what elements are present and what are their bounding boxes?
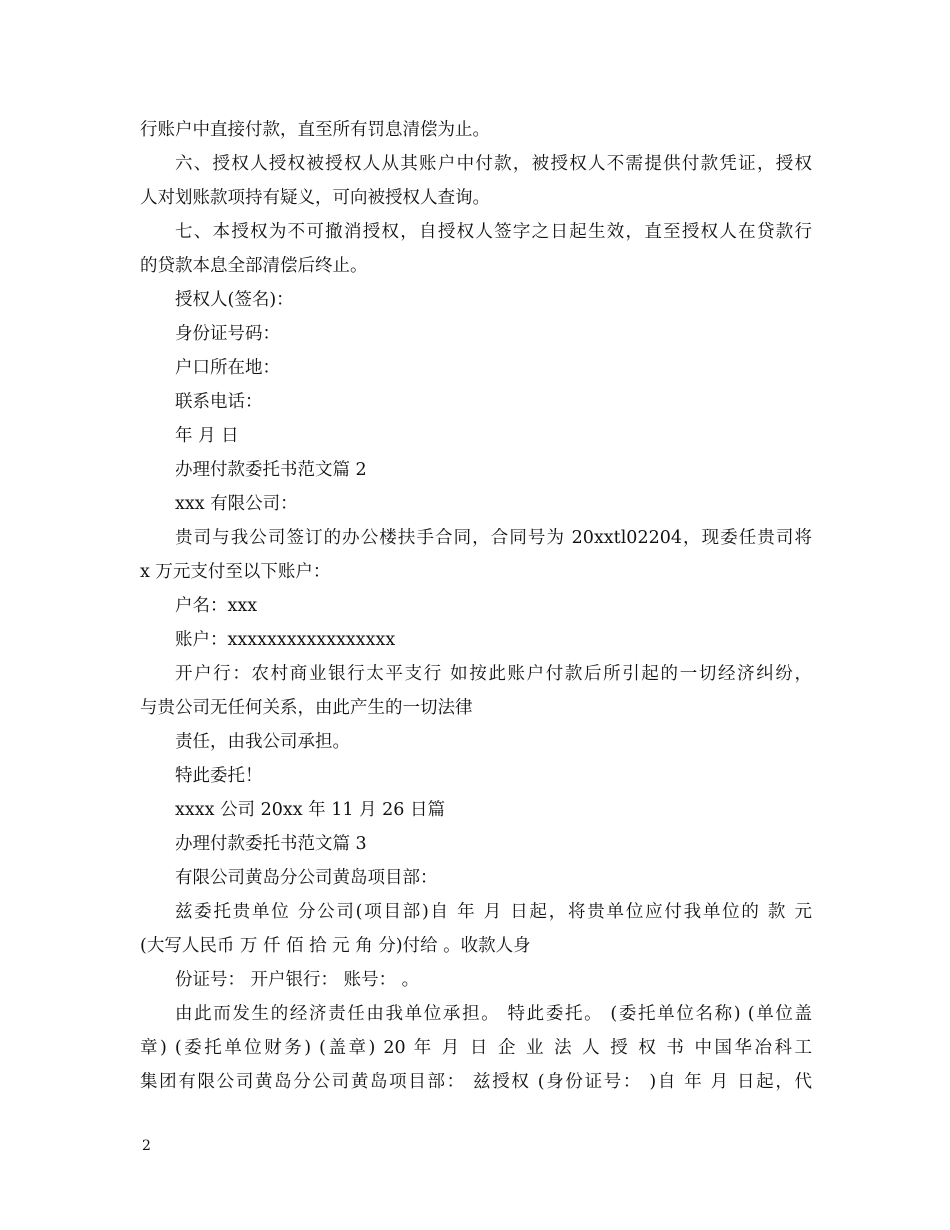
text-line: 章) (委托单位财务) (盖章) 20 年 月 日 企 业 法 人 授 权 书 中国华冶科工 [140, 1038, 812, 1058]
text-line: 贵司与我公司签订的办公楼扶手合同，合同号为 20xxtl02204，现委任贵司将 [175, 528, 812, 548]
company-date-line: xxxx 公司 20xx 年 11 月 26 日篇 [175, 800, 445, 820]
bank-line: 开户行：农村商业银行太平支行 如按此账户付款后所引起的一切经济纠纷， [175, 664, 812, 684]
signature-label: 授权人(签名)： [175, 290, 294, 310]
text-line: 由此而发生的经济责任由我单位承担。 特此委托。 (委托单位名称) (单位盖 [175, 1004, 812, 1024]
section-heading: 办理付款委托书范文篇 2 [175, 460, 367, 480]
text-line: (大写人民币 万 仟 佰 拾 元 角 分)付给 。收款人身 [140, 936, 531, 956]
text-line: 人对划账款项持有疑义，可向被授权人查询。 [140, 188, 490, 208]
text-line: 兹委托贵单位 分公司(项目部)自 年 月 日起，将贵单位应付我单位的 款 元 [175, 902, 812, 922]
account-number-line: 账户：xxxxxxxxxxxxxxxxx [175, 630, 396, 650]
account-name-line: 户名：xxx [175, 596, 258, 616]
closing-line: 特此委托！ [175, 766, 263, 786]
text-line: 集团有限公司黄岛分公司黄岛项目部： 兹授权 (身份证号： )自 年 月 日起，代 [140, 1072, 812, 1092]
text-line: 份证号： 开户银行： 账号： 。 [175, 970, 420, 990]
text-line: 行账户中直接付款，直至所有罚息清偿为止。 [140, 120, 490, 140]
text-line: 责任，由我公司承担。 [175, 732, 350, 752]
text-line: 六、授权人授权被授权人从其账户中付款，被授权人不需提供付款凭证，授权 [175, 154, 812, 174]
id-number-label: 身份证号码： [175, 324, 280, 344]
residence-label: 户口所在地： [175, 358, 280, 378]
text-line: 的贷款本息全部清偿后终止。 [140, 256, 368, 276]
phone-label: 联系电话： [175, 392, 263, 412]
addressee-line: xxx 有限公司： [175, 494, 298, 514]
text-line: 七、本授权为不可撤消授权，自授权人签字之日起生效，直至授权人在贷款行 [175, 222, 812, 242]
section-heading: 办理付款委托书范文篇 3 [175, 834, 367, 854]
addressee-line: 有限公司黄岛分公司黄岛项目部： [175, 868, 438, 888]
text-line: x 万元支付至以下账户： [140, 562, 331, 582]
date-label: 年 月 日 [175, 426, 239, 446]
document-body [140, 113, 812, 1099]
page-number: 2 [142, 1138, 151, 1154]
text-line: 与贵公司无任何关系，由此产生的一切法律 [140, 698, 473, 718]
